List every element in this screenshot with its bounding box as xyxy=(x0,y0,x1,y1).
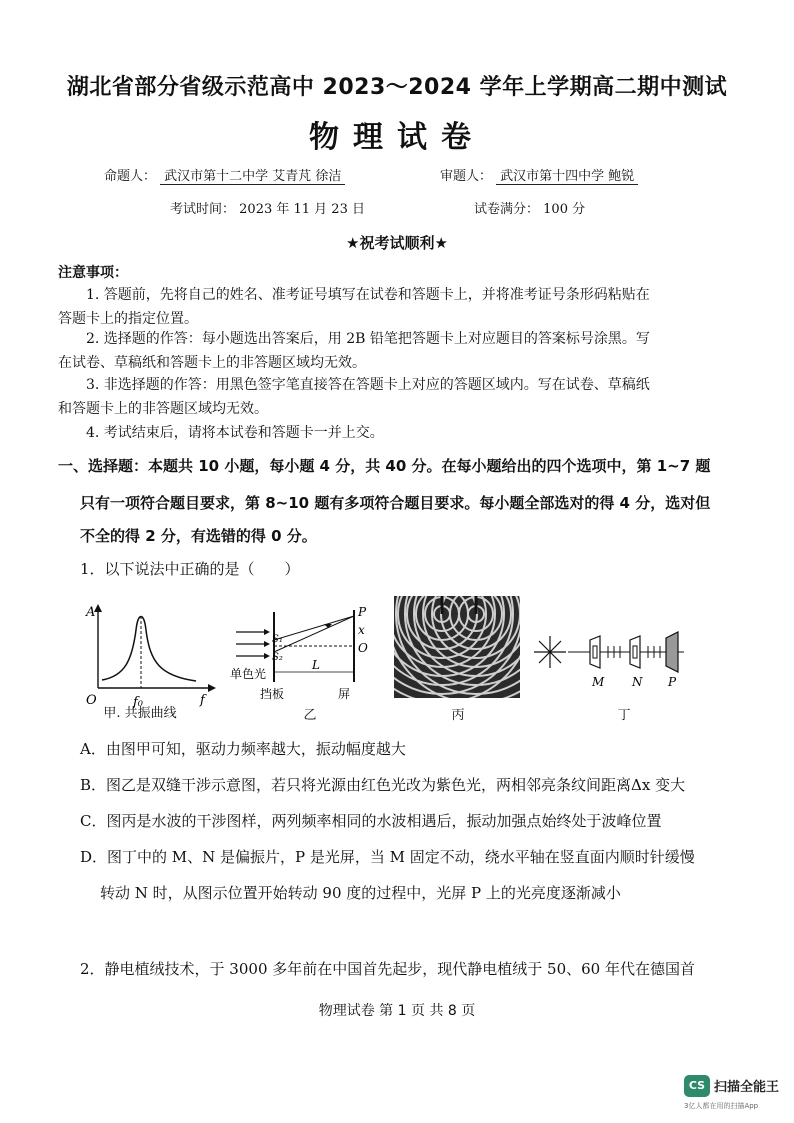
score-line xyxy=(474,198,585,217)
label-l: L xyxy=(312,658,320,672)
figure-caption-bing: 丙 xyxy=(451,708,465,723)
reviewer-line xyxy=(440,165,638,184)
author-line xyxy=(104,165,345,184)
screen-p xyxy=(666,632,678,672)
author-value: 武汉市第十二中学 艾青芃 徐洁 xyxy=(160,169,345,185)
option-d: D．图丁中的 M、N 是偏振片，P 是光屏，当 M 固定不动，绕水平轴在竖直面内顺时针缓慢 xyxy=(80,848,695,866)
label-n: N xyxy=(632,675,643,689)
light-arrow-head xyxy=(264,629,270,635)
option-b: B．图乙是双缝干涉示意图，若只将光源由红色光改为紫色光，两相邻亮条纹间距离Δx 变大 xyxy=(80,776,686,794)
label-light: 单色光 xyxy=(230,667,267,681)
label-m: M xyxy=(592,675,605,689)
notice-line: 答题卡上的指定位置。 xyxy=(58,311,198,327)
question-2-stem: 2．静电植绒技术，于 3000 多年前在中国首先起步，现代静电植绒于 50、60 年代在德国首 xyxy=(80,960,695,978)
notice-line: 3. 非选择题的作答：用黑色签字笔直接答在答题卡上对应的答题区域内。写在试卷、草稿纸 xyxy=(86,377,650,393)
option-c: C．图丙是水波的干涉图样，两列频率相同的水波相遇后，振动加强点始终处于波峰位置 xyxy=(80,812,662,830)
y-label: A xyxy=(86,605,96,620)
x-label: f xyxy=(200,693,205,708)
notice-line: 1. 答题前，先将自己的姓名、准考证号填写在试卷和答题卡上，并将准考证号条形码粘贴在 xyxy=(86,287,650,303)
scanner-app-name: 扫描全能王 xyxy=(714,1080,780,1095)
ray xyxy=(274,616,354,652)
polarizer-n xyxy=(630,636,640,668)
scanner-app-tagline: 3亿人都在用的扫描App xyxy=(684,1102,759,1110)
time-value: 2023 年 11 月 23 日 xyxy=(239,202,365,217)
exam-subtitle: 物理试卷 xyxy=(309,120,485,155)
figure-double-slit xyxy=(228,602,378,702)
cs-logo-icon: CS xyxy=(684,1075,710,1097)
unpolarized-light-icon xyxy=(534,636,566,668)
polarizer-m xyxy=(590,636,600,668)
resonance-curve xyxy=(102,617,196,682)
label-p: P xyxy=(668,675,677,689)
option-d-cont: 转动 N 时，从图示位置开始转动 90 度的过程中，光屏 P 上的光亮度逐渐减小 xyxy=(100,884,621,902)
figure-polarizers xyxy=(534,620,694,700)
notice-line: 和答题卡上的非答题区域均无效。 xyxy=(58,401,268,417)
time-label: 考试时间： xyxy=(170,202,236,217)
label-p: P xyxy=(358,605,367,619)
label-screen: 屏 xyxy=(338,687,351,701)
score-value: 100 分 xyxy=(543,202,586,217)
label-s2: S₂ xyxy=(272,652,283,663)
figure-caption-jia: 甲. 共振曲线 xyxy=(103,706,177,721)
notice-line: 在试卷、草稿纸和答题卡上的非答题区域均无效。 xyxy=(58,355,366,371)
figure-caption-ding: 丁 xyxy=(617,708,631,723)
x-axis-arrow xyxy=(208,684,216,692)
notice-line: 4. 考试结束后，请将本试卷和答题卡一并上交。 xyxy=(86,425,384,441)
light-arrow-head xyxy=(264,653,270,659)
reviewer-value: 武汉市第十四中学 鲍锐 xyxy=(496,169,638,185)
question-1-stem: 1．以下说法中正确的是（ ） xyxy=(80,560,300,578)
score-label: 试卷满分： xyxy=(474,202,540,217)
label-x: x xyxy=(358,623,365,637)
section-heading-line: 一、选择题：本题共 10 小题，每小题 4 分，共 40 分。在每小题给出的四个选项中，第 1~7 题 xyxy=(58,457,711,475)
author-label: 命题人： xyxy=(104,169,157,184)
page-footer: 物理试卷 第 1 页 共 8 页 xyxy=(318,1003,476,1019)
exam-title: 湖北省部分省级示范高中 2023～2024 学年上学期高二期中测试 xyxy=(66,75,728,100)
notice-line: 2. 选择题的作答：每小题选出答案后，用 2B 铅笔把答题卡上对应题目的答案标号涂黑。写 xyxy=(86,331,650,347)
ray xyxy=(274,616,354,640)
section-heading-line: 不全的得 2 分，有选错的得 0 分。 xyxy=(80,527,317,545)
good-luck-banner: ★祝考试顺利★ xyxy=(346,234,448,252)
label-s1: S₁ xyxy=(272,634,283,645)
light-arrow-head xyxy=(264,641,270,647)
label-o: O xyxy=(358,641,368,655)
section-heading-line: 只有一项符合题目要求，第 8~10 题有多项符合题目要求。每小题全部选对的得 4 分，选对但 xyxy=(80,494,711,512)
label-plate: 挡板 xyxy=(260,687,285,701)
figure-caption-yi: 乙 xyxy=(303,708,317,723)
tick-f0: f₀ xyxy=(133,695,144,710)
option-a: A．由图甲可知，驱动力频率越大，振动幅度越大 xyxy=(80,740,406,758)
notice-title: 注意事项： xyxy=(58,265,128,281)
time-line xyxy=(170,198,365,217)
reviewer-label: 审题人： xyxy=(440,169,493,184)
figure-water-interference xyxy=(394,596,520,698)
origin-label: O xyxy=(86,693,97,708)
